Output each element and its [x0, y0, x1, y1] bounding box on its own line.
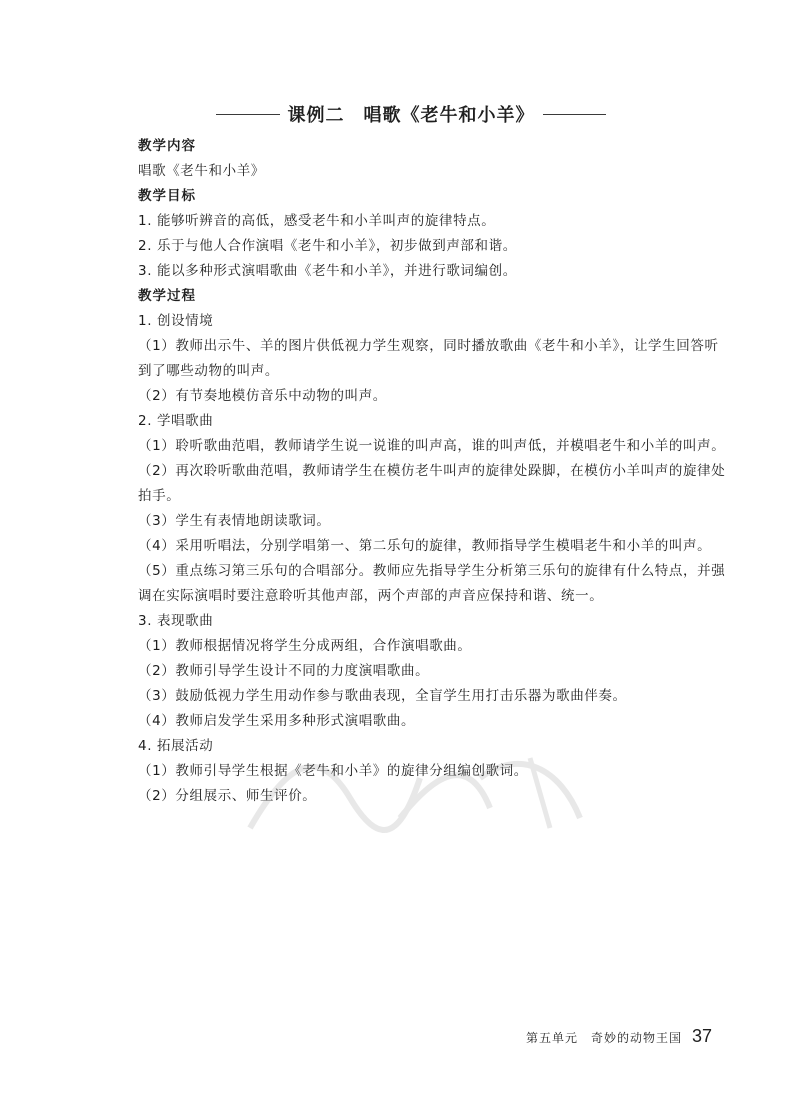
step-title: 2. 学唱歌曲: [138, 413, 214, 429]
content-text: 唱歌《老牛和小羊》: [138, 163, 265, 179]
footer-unit-title: 第五单元 奇妙的动物王国: [525, 1031, 682, 1045]
step-item: （2）教师引导学生设计不同的力度演唱歌曲。: [138, 663, 430, 679]
page-number: 37: [691, 1026, 712, 1046]
lesson-body: [138, 134, 728, 809]
step-item: （1）聆听歌曲范唱，教师请学生说一说谁的叫声高，谁的叫声低，并模唱老牛和小羊的叫声。: [138, 438, 726, 454]
step-title: 4. 拓展活动: [138, 738, 214, 754]
step-item: （2）分组展示、师生评价。: [138, 788, 317, 804]
step-title: 3. 表现歌曲: [138, 613, 214, 629]
page-footer: [526, 1026, 712, 1047]
step-item: （2）有节奏地模仿音乐中动物的叫声。: [138, 388, 387, 404]
step-item: （1）教师出示牛、羊的图片供低视力学生观察，同时播放歌曲《老牛和小羊》，让学生回答听到了哪些动物的叫声。: [138, 338, 719, 379]
content-heading: 教学内容: [138, 138, 196, 154]
step-item: （4）教师启发学生采用多种形式演唱歌曲。: [138, 713, 416, 729]
title-right-rule: [543, 114, 607, 115]
step-item: （3）鼓励低视力学生用动作参与歌曲表现，全盲学生用打击乐器为歌曲伴奏。: [138, 688, 627, 704]
objectives-heading: 教学目标: [138, 188, 196, 204]
objective-item: 3. 能以多种形式演唱歌曲《老牛和小羊》，并进行歌词编创。: [138, 263, 517, 279]
step-item: （2）再次聆听歌曲范唱，教师请学生在模仿老牛叫声的旋律处跺脚，在模仿小羊叫声的旋律处拍手。: [138, 463, 726, 504]
step-item: （4）采用听唱法，分别学唱第一、第二乐句的旋律，教师指导学生模唱老牛和小羊的叫声。: [138, 538, 712, 554]
step-item: （1）教师根据情况将学生分成两组，合作演唱歌曲。: [138, 638, 472, 654]
objective-item: 2. 乐于与他人合作演唱《老牛和小羊》，初步做到声部和谐。: [138, 238, 517, 254]
process-heading: 教学过程: [138, 288, 196, 304]
lesson-title: 课例二 唱歌《老牛和小羊》: [287, 105, 535, 126]
title-left-rule: [216, 114, 280, 115]
step-item: （1）教师引导学生根据《老牛和小羊》的旋律分组编创歌词。: [138, 763, 528, 779]
step-title: 1. 创设情境: [138, 313, 214, 329]
lesson-title-row: [216, 96, 606, 132]
step-item: （5）重点练习第三乐句的合唱部分。教师应先指导学生分析第三乐句的旋律有什么特点，并强调在实际演唱时要注意聆听其他声部，两个声部的声音应保持和谐、统一。: [138, 563, 726, 604]
objective-item: 1. 能够听辨音的高低，感受老牛和小羊叫声的旋律特点。: [138, 213, 496, 229]
step-item: （3）学生有表情地朗读歌词。: [138, 513, 331, 529]
